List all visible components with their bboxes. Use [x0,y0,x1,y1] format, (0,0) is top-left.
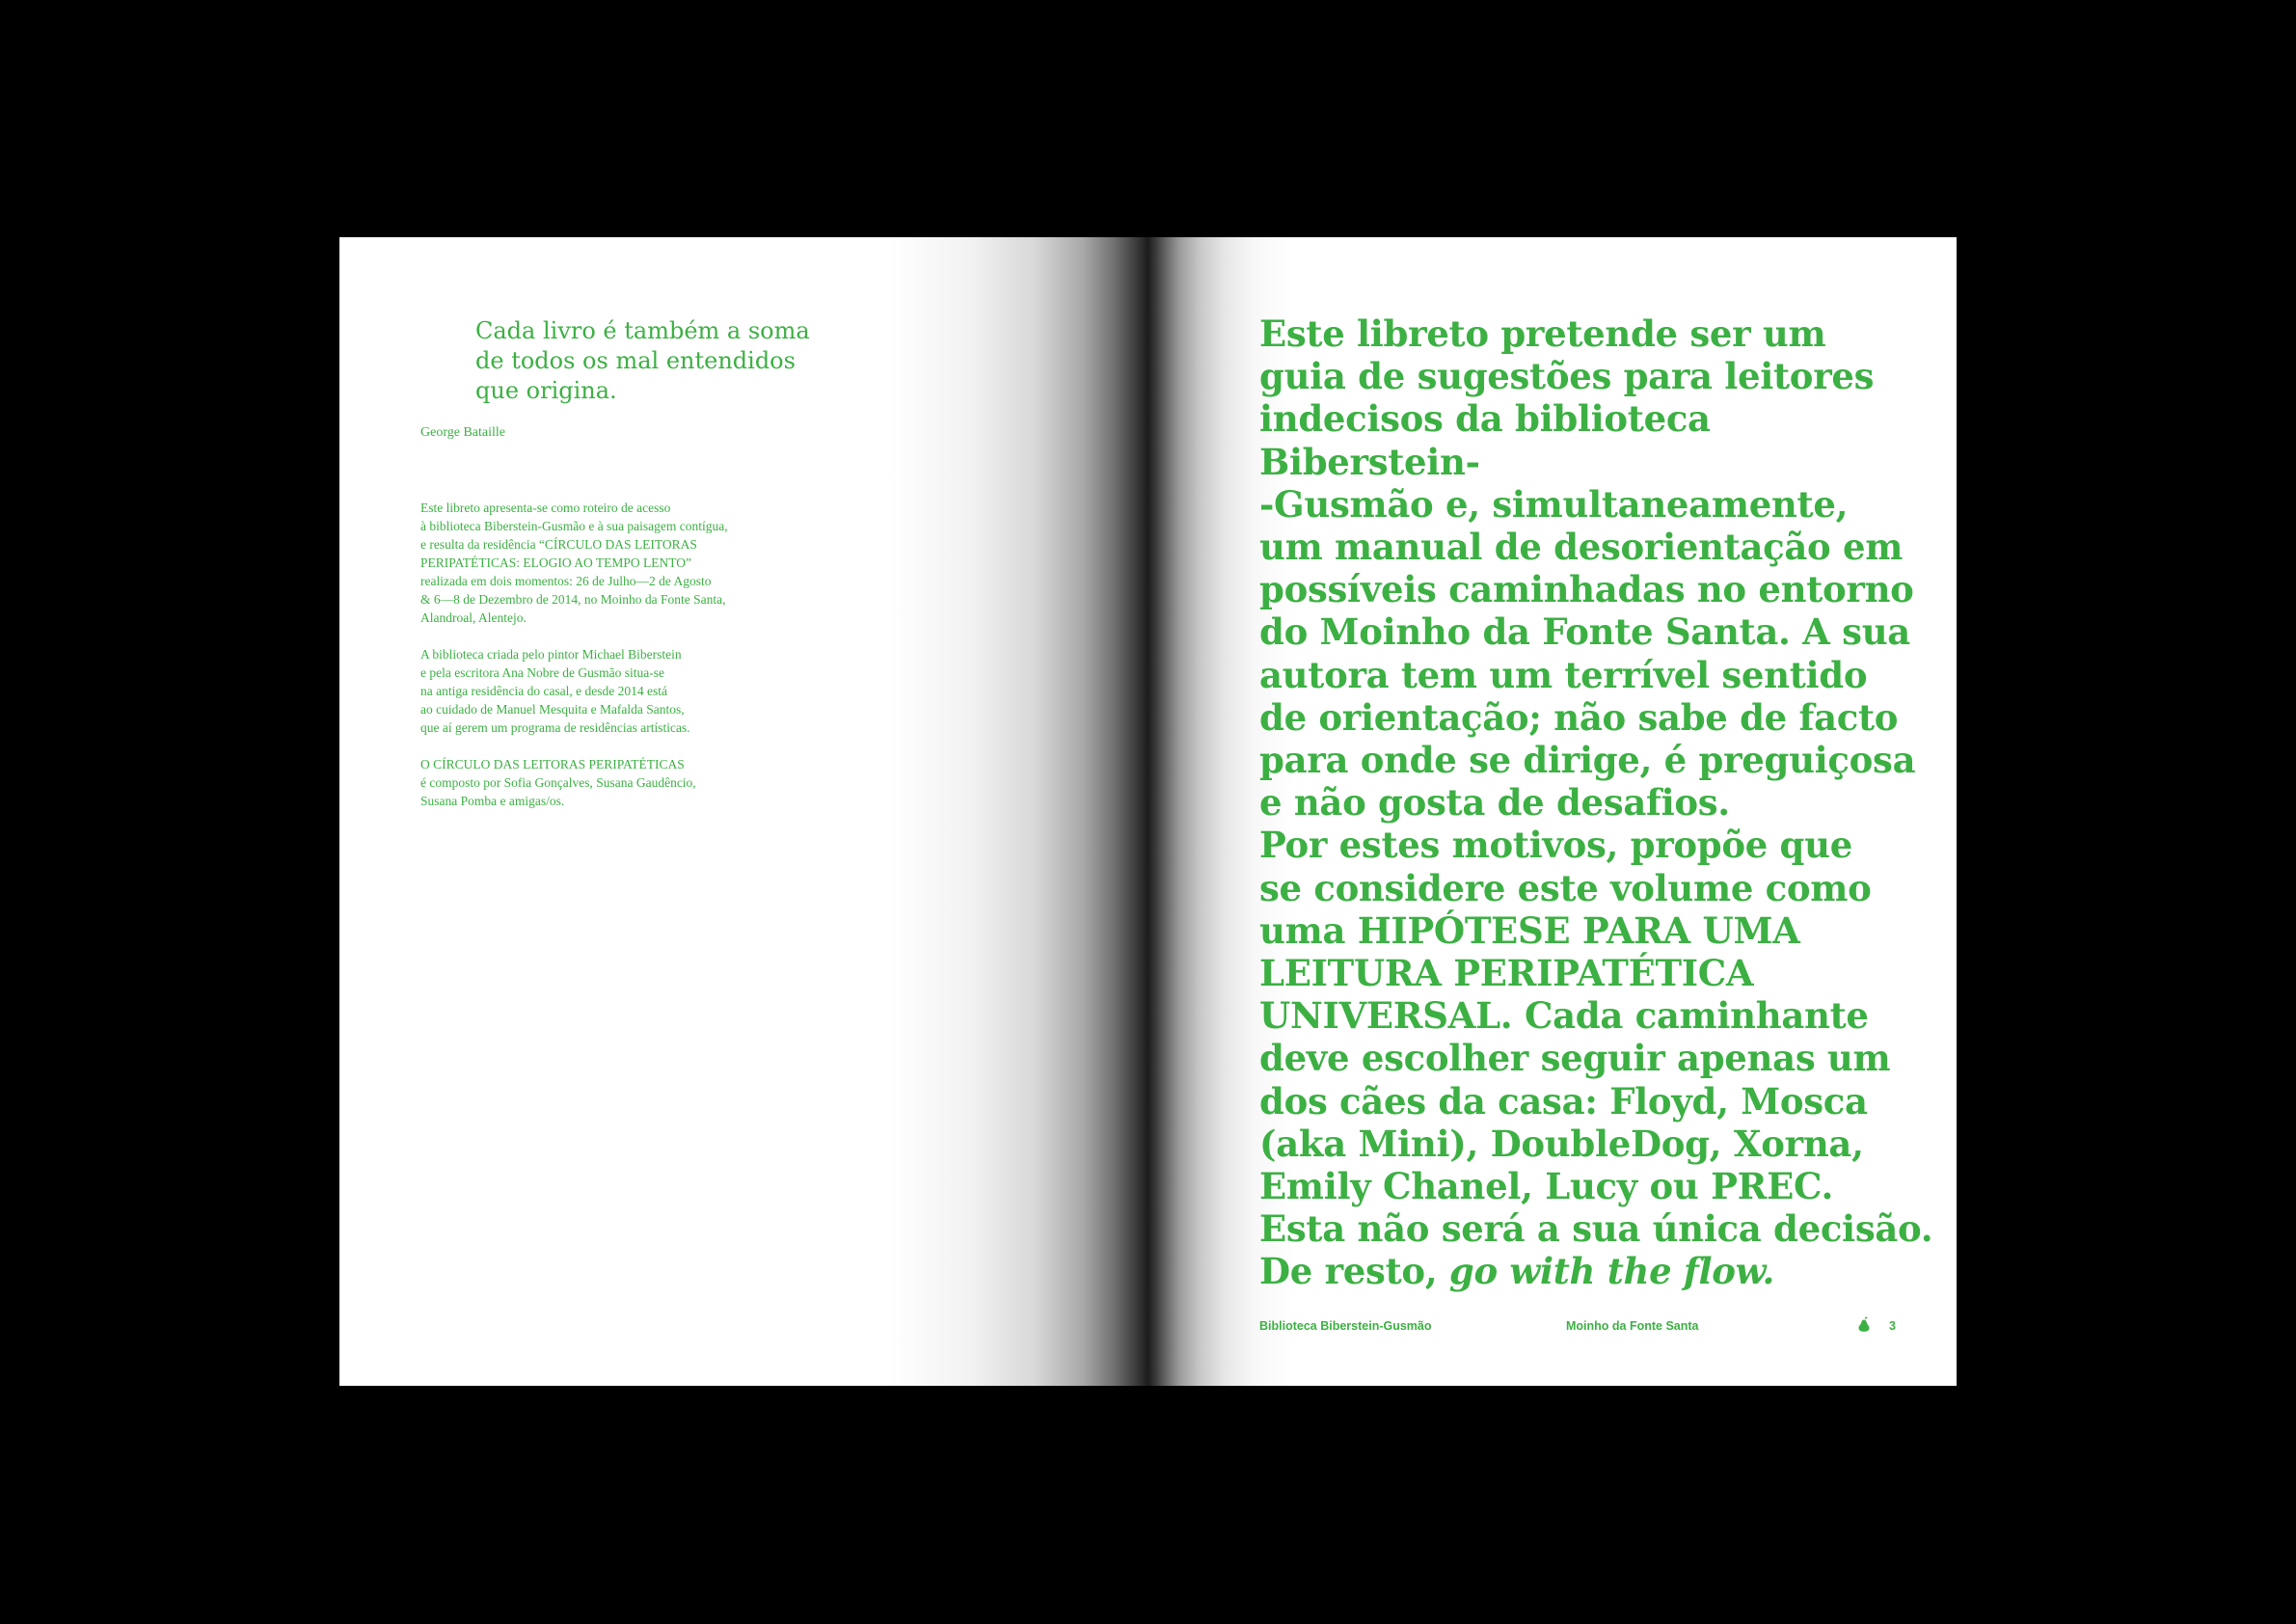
epigraph-author: George Bataille [420,425,505,440]
footer-library-name: Biblioteca Biberstein-Gusmão [1259,1319,1432,1333]
circle-paragraph: O CÍRCULO DAS LEITORAS PERIPATÉTICAS é composto por Sofia Gonçalves, Susana Gaudêncio, Susana Pomba e amigas/os. [420,757,696,808]
intro-paragraph: Este libreto apresenta-se como roteiro de acesso à biblioteca Biberstein-Gusmão e à sua paisagem contígua, e resulta da residência “CÍRCULO DAS LEITORAS PERIPATÉTICAS: ELOGIO AO TEMPO LENTO” realizada em dois momentos: 26 de Julho—2 de Agosto & 6—8 de Dezembro de 2014, no Moinho da Fonte Santa, Alandroal, Alentejo. [420,501,728,625]
library-paragraph: A biblioteca criada pelo pintor Michael Biberstein e pela escritora Ana Nobre de Gusmão situa-se na antiga residência do casal, e desde 2014 está ao cuidado de Manuel Mesquita e Mafalda Santos, que aí gerem um programa de residências artísticas. [420,647,690,735]
main-body-text [1259,312,1934,1293]
pear-icon [1857,1316,1871,1335]
footer-place-name: Moinho da Fonte Santa [1566,1319,1699,1333]
epigraph-quote: Cada livro é também a soma de todos os mal entendidos que origina. [475,317,810,404]
main-body-text-italic: go with the flow. [1448,1250,1775,1293]
main-body-text-regular: Este libreto pretende ser um guia de sugestões para leitores indecisos da biblioteca Biberstein- -Gusmão e, simultaneamente, um manual de desorientação em possíveis caminhadas no entorno do Moinho da Fonte Santa. A sua autora tem um terrível sentido de orientação; não sabe de facto para onde se dirige, é preguiçosa e não gosta de desafios. Por estes motivos, propõe que se considere este volume como uma HIPÓTESE PARA UMA LEITURA PERIPATÉTICA UNIVERSAL. Cada caminhante deve escolher seguir apenas um dos cães da casa: Floyd, Mosca (aka Mini), DoubleDog, Xorna, Emily Chanel, Lucy ou PREC. Esta não será a sua única decisão. De resto, [1259,312,1933,1293]
right-page [1148,237,1957,1386]
left-page [339,237,1148,1386]
book-spread [339,237,1957,1386]
page-number: 3 [1889,1319,1896,1333]
